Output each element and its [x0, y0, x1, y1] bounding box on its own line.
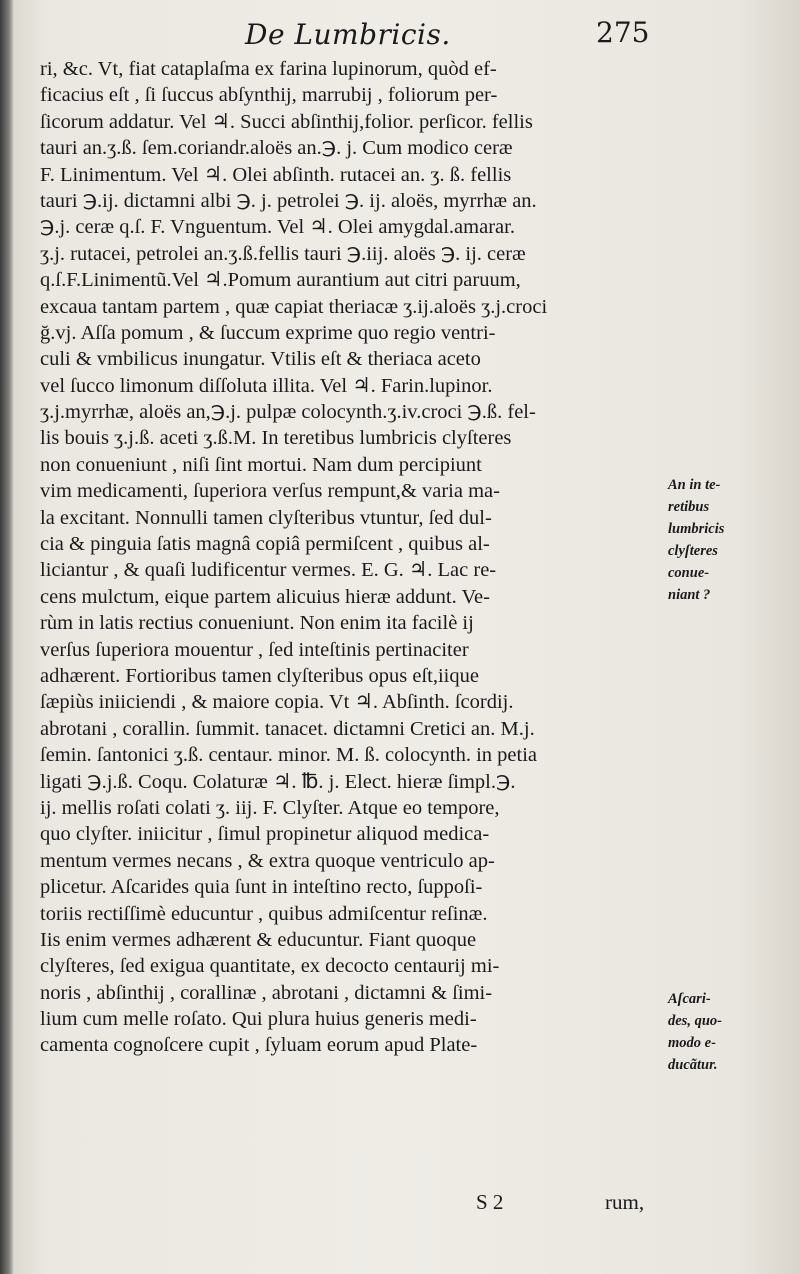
- running-head: De Lumbricis.: [245, 18, 451, 51]
- catchword: rum,: [605, 1190, 645, 1214]
- text-line: plicetur. Aſcarides quia ſunt in inteſtino recto, ſuppoſi-: [40, 876, 483, 899]
- text-line: ij. mellis roſati colati ʒ. iij. F. Clyſter. Atque eo tempore,: [40, 796, 500, 819]
- text-line: verſus ſuperiora mouentur , ſed inteſtinis pertinaciter: [40, 638, 469, 661]
- margin-note-line: retibus: [668, 499, 710, 515]
- text-line: liciantur , & quaſi ludificentur vermes. E. G. ♃. Lac re-: [40, 559, 497, 582]
- signature-mark: S 2: [476, 1190, 504, 1214]
- text-line: la excitant. Nonnulli tamen clyſteribus vtuntur, ſed dul-: [40, 506, 492, 529]
- text-line: ℈.j. ceræ q.ſ. F. Vnguentum. Vel ♃. Olei amygdal.amarar.: [40, 216, 515, 239]
- margin-note-ascarides: [668, 988, 796, 1076]
- page-footer: [0, 1190, 800, 1220]
- margin-note-line: des, quo-: [668, 1013, 722, 1029]
- text-line: noris , abſinthij , corallinæ , abrotani , dictamni & ſimi-: [40, 981, 493, 1004]
- margin-note-line: An in te-: [668, 477, 721, 493]
- text-line: ſemin. ſantonici ʒ.ß. centaur. minor. M. ß. colocynth. in petia: [40, 744, 538, 767]
- text-line: ſicorum addatur. Vel ♃. Succi abſinthij,folior. perſicor. fellis: [40, 110, 533, 133]
- text-line: excaua tantam partem , quæ capiat theriacæ ʒ.ij.aloës ʒ.j.croci: [40, 295, 548, 318]
- margin-note-line: clyſteres: [668, 543, 718, 559]
- margin-note-line: lumbricis: [668, 521, 725, 537]
- text-line: lium cum melle roſato. Qui plura huius generis medi-: [40, 1008, 477, 1031]
- text-line: rùm in latis rectius conueniunt. Non enim ita facilè ij: [40, 612, 474, 635]
- text-line: ri, &c. Vt, fiat cataplaſma ex farina lupinorum, quòd ef-: [40, 58, 497, 80]
- text-line: ʒ.j. rutacei, petrolei an.ʒ.ß.fellis tauri ℈.iij. aloës ℈. ij. ceræ: [40, 242, 526, 265]
- text-line: ficacius eſt , ſi ſuccus abſynthij, marrubij , foliorum per-: [40, 84, 498, 107]
- margin-note-clysters: [668, 474, 796, 606]
- text-line: ligati ℈.j.ß. Coqu. Colaturæ ♃. ℔. j. Elect. hieræ ſimpl.℈.: [40, 770, 516, 793]
- text-line: camenta cognoſcere cupit , ſyluam eorum apud Plate-: [40, 1034, 478, 1057]
- text-line: Iis enim vermes adhærent & educuntur. Fiant quoque: [40, 928, 477, 951]
- text-line: cens mulctum, eique partem alicuius hieræ addunt. Ve-: [40, 585, 490, 608]
- text-line: vim medicamenti, ſuperiora verſus rempunt,& varia ma-: [40, 480, 500, 503]
- margin-note-line: Aſcari-: [668, 991, 711, 1007]
- text-line: mentum vermes necans , & extra quoque ventriculo ap-: [40, 849, 495, 872]
- margin-note-line: ducãtur.: [668, 1057, 718, 1073]
- text-line: vel ſucco limonum diſſoluta illita. Vel ♃. Farin.lupinor.: [40, 374, 493, 397]
- text-line: tauri ℈.ij. dictamni albi ℈. j. petrolei ℈. ij. aloës, myrrhæ an.: [40, 189, 537, 212]
- text-line: lis bouis ʒ.j.ß. aceti ʒ.ß.M. In teretibus lumbricis clyſteres: [40, 427, 512, 450]
- text-line: culi & vmbilicus inungatur. Vtilis eſt & theriaca aceto: [40, 348, 481, 371]
- text-line: quo clyſter. iniicitur , ſimul propinetur aliquod medica-: [40, 823, 490, 846]
- margin-note-line: conue-: [668, 565, 710, 581]
- text-line: q.ſ.F.Linimentũ.Vel ♃.Pomum aurantium aut citri paruum,: [40, 269, 521, 292]
- text-line: cia & pinguia ſatis magnâ copiâ permiſcent , quibus al-: [40, 533, 490, 556]
- margin-note-line: modo e-: [668, 1035, 716, 1051]
- text-line: ʒ.j.myrrhæ, aloës an,℈.j. pulpæ colocynth.ʒ.iv.croci ℈.ß. fel-: [40, 401, 536, 424]
- text-line: ğ.vj. Aſſa pomum , & ſuccum exprime quo regio ventri-: [40, 321, 496, 344]
- text-line: clyſteres, ſed exigua quantitate, ex decocto centaurij mi-: [40, 955, 500, 978]
- page-number: 275: [596, 16, 650, 49]
- text-line: tauri an.ʒ.ß. ſem.coriandr.aloës an.℈. j. Cum modico ceræ: [40, 137, 513, 160]
- text-line: non conueniunt , niſi ſint mortui. Nam dum percipiunt: [40, 453, 482, 476]
- page-header: [0, 14, 800, 54]
- margin-note-line: niant ?: [668, 587, 711, 603]
- text-line: F. Linimentum. Vel ♃. Olei abſinth. rutacei an. ʒ. ß. fellis: [40, 163, 512, 186]
- text-line: ſæpiùs iniiciendi , & maiore copia. Vt ♃. Abſinth. ſcordij.: [40, 691, 514, 714]
- binding-gutter: [0, 0, 14, 1274]
- text-line: toriis rectiſſimè educuntur , quibus admiſcentur reſinæ.: [40, 902, 488, 925]
- main-text-block: [40, 56, 670, 1059]
- text-line: adhærent. Fortioribus tamen clyſteribus opus eſt,iique: [40, 664, 479, 687]
- text-line: abrotani , corallin. ſummit. tanacet. dictamni Cretici an. M.j.: [40, 717, 535, 740]
